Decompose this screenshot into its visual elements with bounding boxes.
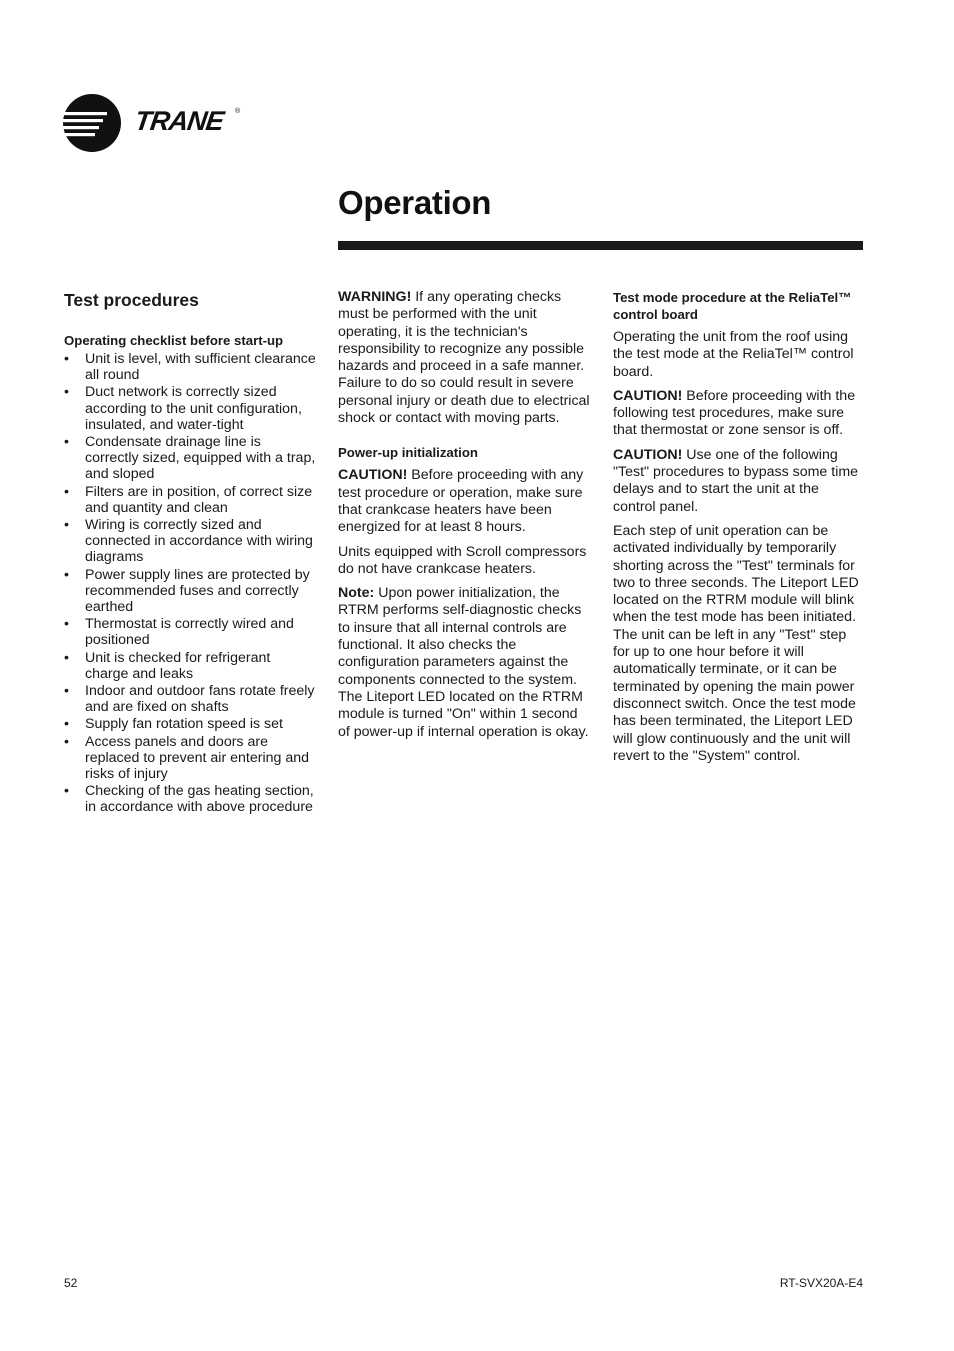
scroll-paragraph: Units equipped with Scroll compressors do not have crankcase heaters. [338,543,587,577]
title-rule [338,241,863,250]
list-item: • Supply fan rotation speed is set [64,716,316,732]
caution-text: Use one of the following "Test" procedures to bypass some time delays and to start the unit at the control panel. [613,446,859,515]
caution-label: CAUTION! [613,387,683,404]
page-title: Operation [338,184,492,221]
logo-registered-mark: ® [235,108,241,115]
list-item: • Filters are in position, of correct size and quantity and clean [64,484,316,516]
logo-wordmark: TRANE [132,106,226,136]
warning-paragraph [338,289,590,427]
list-item: • Duct network is correctly sized according to the unit configuration, insulated, and water-tight [64,384,316,433]
trane-logo [63,94,243,154]
caution-paragraph [613,447,865,516]
caution-paragraph [613,388,865,440]
caution-label: CAUTION! [338,467,408,484]
list-item: • Unit is checked for refrigerant charge and leaks [64,650,316,682]
document-code: RT-SVX20A-E4 [779,1276,863,1290]
caution-paragraph [338,467,590,536]
note-text: Upon power initialization, the RTRM performs self-diagnostic checks to insure that all internal controls are functional. It also checks the configuration parameters against the components connected to the system. The Liteport LED located on the RTRM module is turned "On" within 1 second of power-up if internal operation is okay. [338,585,589,740]
test-mode-heading: Test mode procedure at the ReliaTel™ control board [613,290,852,322]
column-power-up [338,289,590,748]
note-label: Note: [338,585,375,602]
intro-paragraph: Operating the unit from the roof using the test mode at the ReliaTel™ control board. [613,329,854,380]
powerup-heading: Power-up initialization [338,445,478,461]
warning-label: WARNING! [338,289,412,305]
note-paragraph [338,585,590,741]
column-test-procedures [64,289,316,817]
caution-text: Before proceeding with the following test procedures, make sure that thermostat or zone sensor is off. [613,387,856,439]
page-number: 52 [64,1276,78,1290]
list-item: • Condensate drainage line is correctly sized, equipped with a trap, and sloped [64,434,316,483]
caution-text: Before proceeding with any test procedure or operation, make sure that crankcase heaters have been energized for at least 8 hours. [338,467,584,536]
list-item: • Indoor and outdoor fans rotate freely and are fixed on shafts [64,683,316,715]
steps-paragraph: Each step of unit operation can be activated individually by temporarily shorting across the "Test" terminals for two to three seconds. The Liteport LED located on the RTRM module will blink when the test mode has been initiated. The unit can be left in any "Test" step for up to one hour before it will automatically terminate, or it can be terminated by opening the main power disconnect switch. Once the test mode has been terminated, the Liteport LED will glow continuously and the unit will revert to the "System" control. [613,522,859,764]
list-item: • Access panels and doors are replaced to prevent air entering and risks of injury [64,734,316,783]
column-test-mode [613,289,865,772]
list-item: • Power supply lines are protected by recommended fuses and correctly earthed [64,567,316,616]
operating-checklist [64,351,316,816]
list-item: • Wiring is correctly sized and connected in accordance with wiring diagrams [64,517,316,566]
section-heading: Test procedures [64,290,199,310]
caution-label: CAUTION! [613,446,683,463]
list-item: • Checking of the gas heating section, in accordance with above procedure [64,783,316,815]
warning-text: If any operating checks must be performed with the unit operating, it is the technician's responsibility to recognize any possible hazards and proceed in a safe manner. Failure to do so could result in severe personal injury or death due to electrical shock or contact with moving parts. [338,289,590,427]
trane-circle-icon [63,94,123,154]
list-item: • Thermostat is correctly wired and positioned [64,616,316,648]
list-item: • Unit is level, with sufficient clearance all round [64,351,316,383]
checklist-heading: Operating checklist before start-up [64,333,284,348]
